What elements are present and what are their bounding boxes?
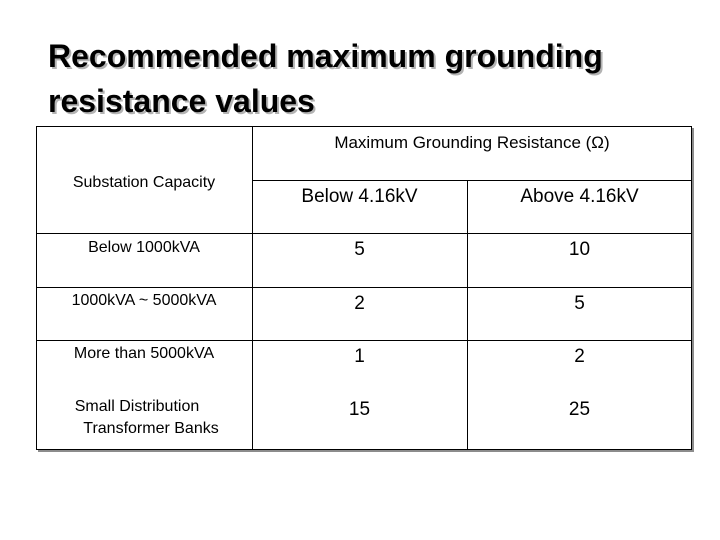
- row-2-below-value: 2: [354, 293, 365, 314]
- row-3-above-value: 2: [574, 346, 585, 367]
- row-4-capacity: [36, 394, 252, 442]
- row-header-cell: Substation Capacity: [72, 174, 216, 191]
- row-3-capacity: More than 5000kVA: [73, 345, 215, 362]
- row-2-above-value: 5: [574, 293, 585, 314]
- row-1-capacity: Below 1000kVA: [88, 239, 200, 256]
- row-4-below-value: 15: [348, 399, 371, 420]
- column-header-above: Above 4.16kV: [520, 185, 639, 207]
- slide-title: [48, 34, 688, 124]
- row-4-capacity-line-1: Small Distribution: [74, 398, 200, 415]
- row-1-above-value: 10: [568, 239, 591, 260]
- row-1-below-value: 5: [354, 239, 365, 260]
- slide-title-line-2: resistance values: [48, 83, 315, 119]
- slide-title-line-1: Recommended maximum grounding: [48, 38, 603, 74]
- row-3-below-value: 1: [354, 346, 365, 367]
- column-header-below: Below 4.16kV: [301, 185, 418, 207]
- row-4-above-value: 25: [568, 399, 591, 420]
- group-header-cell: Maximum Grounding Resistance (Ω): [334, 133, 610, 152]
- row-2-capacity: 1000kVA ~ 5000kVA: [71, 292, 217, 309]
- row-4-capacity-line-2: Transformer Banks: [83, 420, 219, 437]
